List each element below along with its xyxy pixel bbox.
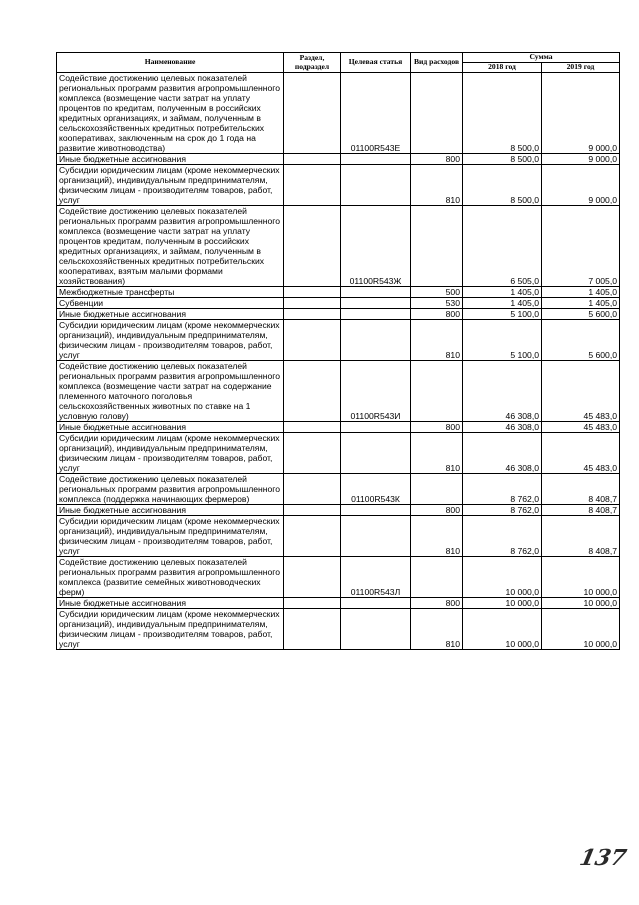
table-row <box>57 557 620 598</box>
page-number: 137 <box>577 845 629 871</box>
row-target: 01100R543Ж <box>341 206 411 287</box>
row-name: Иные бюджетные ассигнования <box>57 154 284 165</box>
row-vid <box>411 73 463 154</box>
row-2019: 45 483,0 <box>542 361 620 422</box>
row-target: 01100R543Л <box>341 557 411 598</box>
row-vid: 800 <box>411 154 463 165</box>
row-target <box>341 298 411 309</box>
row-vid: 800 <box>411 422 463 433</box>
budget-table <box>56 52 620 650</box>
row-section <box>284 309 341 320</box>
row-2018: 1 405,0 <box>463 298 542 309</box>
row-section <box>284 154 341 165</box>
row-vid: 800 <box>411 505 463 516</box>
row-vid: 500 <box>411 287 463 298</box>
row-name: Иные бюджетные ассигнования <box>57 422 284 433</box>
row-2018: 10 000,0 <box>463 557 542 598</box>
row-2018: 10 000,0 <box>463 598 542 609</box>
header-section: Раздел, подраздел <box>284 53 341 73</box>
row-vid <box>411 557 463 598</box>
row-target <box>341 598 411 609</box>
row-target <box>341 320 411 361</box>
header-2018: 2018 год <box>463 63 542 73</box>
row-name: Содействие достижению целевых показателей региональных программ развития агропромышленного комплекса (развитие семейных животноводческих ферм) <box>57 557 284 598</box>
row-2019: 10 000,0 <box>542 598 620 609</box>
row-target: 01100R543К <box>341 474 411 505</box>
row-section <box>284 433 341 474</box>
row-2018: 1 405,0 <box>463 287 542 298</box>
row-name: Содействие достижению целевых показателей региональных программ развития агропромышленного комплекса (возмещение части затрат на уплату процентов кредитам, полученным в российских кредитных организациях, и займам, полученным в сельскохозяйственных кредитных потребительских кооперативах, взятым малыми формами хозяйствования) <box>57 206 284 287</box>
row-name: Субсидии юридическим лицам (кроме некоммерческих организаций), индивидуальным предпринимателям, физическим лицам - производителям товаров, работ, услуг <box>57 609 284 650</box>
row-name: Субсидии юридическим лицам (кроме некоммерческих организаций), индивидуальным предпринимателям, физическим лицам - производителям товаров, работ, услуг <box>57 320 284 361</box>
row-target <box>341 433 411 474</box>
table-row <box>57 309 620 320</box>
row-2019: 45 483,0 <box>542 422 620 433</box>
row-name: Содействие достижению целевых показателей региональных программ развития агропромышленного комплекса (возмещение части затрат на содержание племенного маточного поголовья сельскохозяйственных животных по ставке на 1 условную голову) <box>57 361 284 422</box>
row-name: Субсидии юридическим лицам (кроме некоммерческих организаций), индивидуальным предпринимателям, физическим лицам - производителям товаров, работ, услуг <box>57 165 284 206</box>
row-target: 01100R543И <box>341 361 411 422</box>
row-target <box>341 287 411 298</box>
table-row <box>57 433 620 474</box>
row-section <box>284 320 341 361</box>
row-2018: 8 500,0 <box>463 154 542 165</box>
table-row <box>57 165 620 206</box>
row-2019: 8 408,7 <box>542 516 620 557</box>
table-row <box>57 422 620 433</box>
row-section <box>284 422 341 433</box>
row-target <box>341 309 411 320</box>
row-vid <box>411 206 463 287</box>
row-section <box>284 287 341 298</box>
row-2019: 9 000,0 <box>542 73 620 154</box>
table-row <box>57 598 620 609</box>
row-name: Субвенции <box>57 298 284 309</box>
row-name: Содействие достижению целевых показателей региональных программ развития агропромышленного комплекса (поддержка начинающих фермеров) <box>57 474 284 505</box>
table-row <box>57 73 620 154</box>
row-2019: 1 405,0 <box>542 298 620 309</box>
row-target <box>341 516 411 557</box>
header-vid: Вид расходов <box>411 53 463 73</box>
row-section <box>284 505 341 516</box>
row-2018: 8 762,0 <box>463 505 542 516</box>
row-vid: 810 <box>411 609 463 650</box>
row-vid: 800 <box>411 598 463 609</box>
table-row <box>57 474 620 505</box>
row-2018: 10 000,0 <box>463 609 542 650</box>
header-name: Наименование <box>57 53 284 73</box>
table-row <box>57 516 620 557</box>
row-section <box>284 298 341 309</box>
row-vid: 810 <box>411 516 463 557</box>
row-name: Иные бюджетные ассигнования <box>57 505 284 516</box>
row-section <box>284 557 341 598</box>
row-vid: 530 <box>411 298 463 309</box>
row-2019: 7 005,0 <box>542 206 620 287</box>
row-name: Субсидии юридическим лицам (кроме некоммерческих организаций), индивидуальным предпринимателям, физическим лицам - производителям товаров, работ, услуг <box>57 433 284 474</box>
header-2019: 2019 год <box>542 63 620 73</box>
table-row <box>57 287 620 298</box>
row-2018: 46 308,0 <box>463 361 542 422</box>
row-target: 01100R543E <box>341 73 411 154</box>
table-row <box>57 320 620 361</box>
row-vid <box>411 474 463 505</box>
row-2019: 8 408,7 <box>542 505 620 516</box>
row-vid: 810 <box>411 320 463 361</box>
row-2019: 1 405,0 <box>542 287 620 298</box>
row-2018: 5 100,0 <box>463 320 542 361</box>
row-target <box>341 165 411 206</box>
table-row <box>57 361 620 422</box>
table-row <box>57 298 620 309</box>
row-name: Содействие достижению целевых показателей региональных программ развития агропромышленного комплекса (возмещение части затрат на уплату процентов по кредитам, полученным в российских кредитных организациях, и займам, полученным в сельскохозяйственных кредитных потребительских кооперативах, заключенным на срок до 1 года на развитие животноводства) <box>57 73 284 154</box>
row-section <box>284 361 341 422</box>
row-vid: 810 <box>411 433 463 474</box>
row-2019: 8 408,7 <box>542 474 620 505</box>
row-target <box>341 422 411 433</box>
row-section <box>284 73 341 154</box>
row-2019: 9 000,0 <box>542 154 620 165</box>
table-row <box>57 505 620 516</box>
header-target: Целевая статья <box>341 53 411 73</box>
row-section <box>284 206 341 287</box>
row-vid: 800 <box>411 309 463 320</box>
row-2019: 10 000,0 <box>542 557 620 598</box>
row-vid <box>411 361 463 422</box>
table-body <box>57 73 620 650</box>
row-name: Иные бюджетные ассигнования <box>57 309 284 320</box>
row-section <box>284 609 341 650</box>
row-target <box>341 154 411 165</box>
row-2018: 46 308,0 <box>463 422 542 433</box>
row-2019: 5 600,0 <box>542 309 620 320</box>
row-target <box>341 505 411 516</box>
row-name: Межбюджетные трансферты <box>57 287 284 298</box>
header-sum: Сумма <box>463 53 620 63</box>
row-2018: 8 762,0 <box>463 474 542 505</box>
table-row <box>57 154 620 165</box>
row-section <box>284 516 341 557</box>
row-2019: 5 600,0 <box>542 320 620 361</box>
row-2018: 5 100,0 <box>463 309 542 320</box>
row-2019: 45 483,0 <box>542 433 620 474</box>
row-vid: 810 <box>411 165 463 206</box>
row-2019: 10 000,0 <box>542 609 620 650</box>
row-section <box>284 165 341 206</box>
table-row <box>57 206 620 287</box>
row-name: Субсидии юридическим лицам (кроме некоммерческих организаций), индивидуальным предпринимателям, физическим лицам - производителям товаров, работ, услуг <box>57 516 284 557</box>
row-section <box>284 598 341 609</box>
row-2018: 46 308,0 <box>463 433 542 474</box>
row-2018: 8 500,0 <box>463 73 542 154</box>
row-target <box>341 609 411 650</box>
row-2018: 6 505,0 <box>463 206 542 287</box>
row-2018: 8 762,0 <box>463 516 542 557</box>
row-name: Иные бюджетные ассигнования <box>57 598 284 609</box>
row-2018: 8 500,0 <box>463 165 542 206</box>
row-section <box>284 474 341 505</box>
table-row <box>57 609 620 650</box>
row-2019: 9 000,0 <box>542 165 620 206</box>
